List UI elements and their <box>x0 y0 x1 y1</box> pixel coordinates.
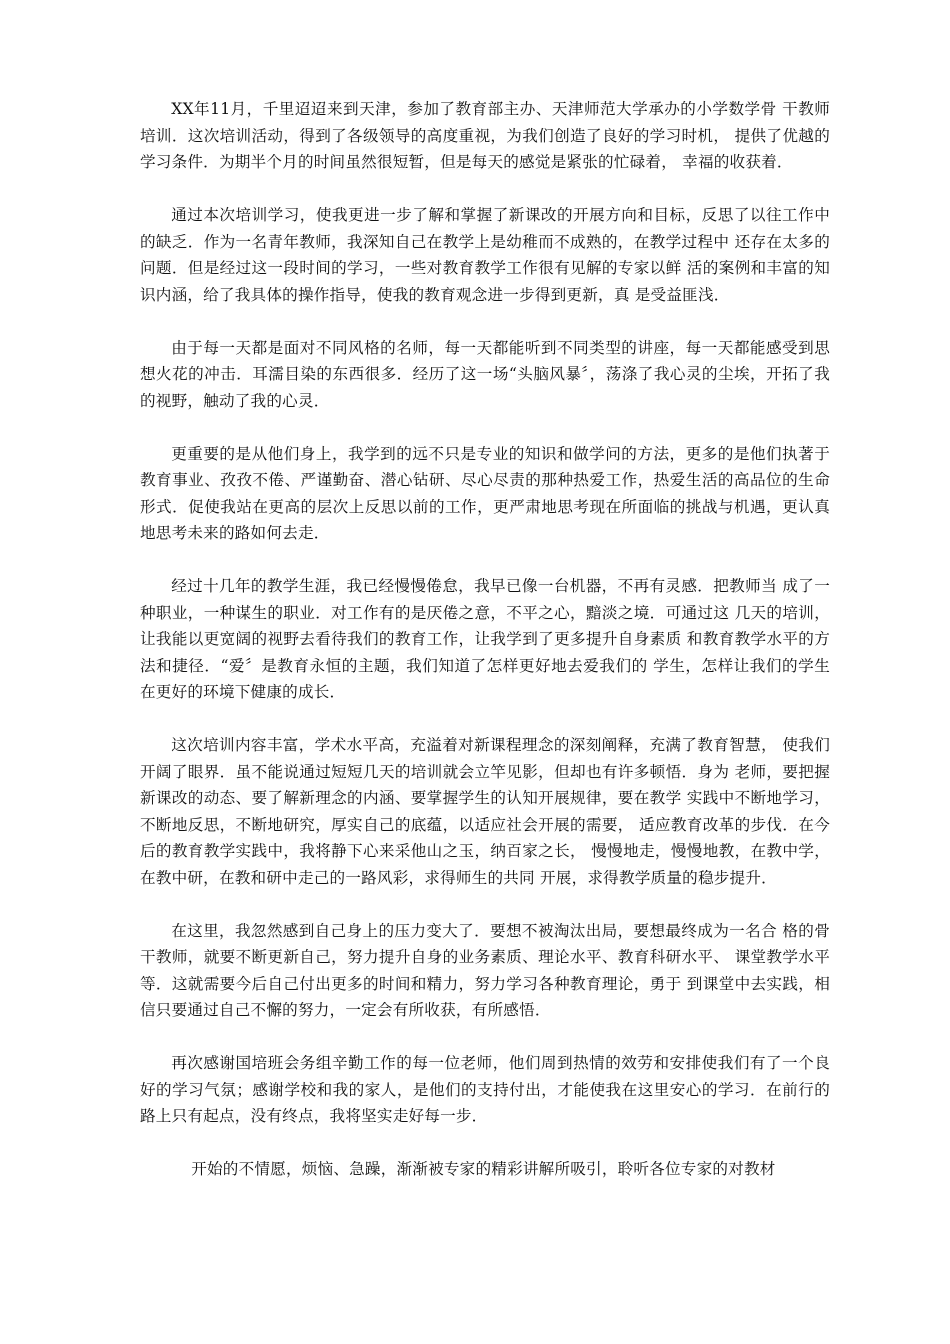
paragraph-6: 这次培训内容丰富，学术水平高，充溢着对新课程理念的深刻阐释，充满了教育智慧， 使我们开阔了眼界．虽不能说通过短短几天的培训就会立竿见影，但却也有许多顿悟．身为 老师，要把握新课改的动态、要了解新理念的内涵、要掌握学生的认知开展规律，要在教学 实践中不断地学习，不断地反思，不断地研究，厚实自己的底蕴，以适应社会开展的需要， 适应教育改革的步伐．在今后的教育教学实践中，我将静下心来采他山之玉，纳百家之长， 慢慢地走，慢慢地教，在教中学，在教中研，在教和研中走己的一路风彩，求得师生的共同 开展，求得教学质量的稳步提升． <box>140 736 830 887</box>
paragraph-8: 再次感谢国培班会务组辛勤工作的每一位老师，他们周到热情的效劳和安排使我们有了一个良好的学习气氛；感谢学校和我的家人，是他们的支持付出，才能使我在这里安心的学习．在前行的路上只有起点，没有终点，我将坚实走好每一步． <box>140 1054 830 1125</box>
document-body <box>140 96 830 1183</box>
paragraph-7: 在这里，我忽然感到自己身上的压力变大了．要想不被淘汰出局，要想最终成为一名合 格的骨干教师，就要不断更新自己，努力提升自身的业务素质、理论水平、教育科研水平、 课堂教学水平等．这就需要今后自己付出更多的时间和精力，努力学习各种教育理论，勇于 到课堂中去实践，相信只要通过自己不懈的努力，一定会有所收获，有所感悟． <box>140 921 830 1019</box>
paragraph-9: 开始的不情愿，烦恼、急躁，渐渐被专家的精彩讲解所吸引，聆听各位专家的对教材 <box>191 1160 776 1178</box>
paragraph-2: 通过本次培训学习，使我更进一步了解和掌握了新课改的开展方向和目标，反思了以往工作中的缺乏．作为一名青年教师，我深知自己在教学上是幼稚而不成熟的，在教学过程中 还存在太多的问题．但是经过这一段时间的学习，一些对教育教学工作很有见解的专家以鲜 活的案例和丰富的知识内涵，给了我具体的操作指导，使我的教育观念进一步得到更新，真 是受益匪浅． <box>140 206 830 304</box>
paragraph-4: 更重要的是从他们身上，我学到的远不只是专业的知识和做学问的方法，更多的是他们执著于教育事业、孜孜不倦、严谨勤奋、潜心钻研、尽心尽责的那种热爱工作，热爱生活的高品位的生命形式．促使我站在更高的层次上反思以前的工作，更严肃地思考现在所面临的挑战与机遇，更认真地思考未来的路如何去走． <box>140 444 830 542</box>
paragraph-5: 经过十几年的教学生涯，我已经慢慢倦怠，我早已像一台机器，不再有灵感．把教师当 成了一种职业，一种谋生的职业．对工作有的是厌倦之意，不平之心，黯淡之境．可通过这 几天的培训，让我能以更宽阔的视野去看待我们的教育工作，让我学到了更多提升自身素质 和教育教学水平的方法和捷径．“爱〞是教育永恒的主题，我们知道了怎样更好地去爱我们的 学生，怎样让我们的学生在更好的环境下健康的成长． <box>140 577 830 701</box>
paragraph-1: XX年11月，千里迢迢来到天津，参加了教育部主办、天津师范大学承办的小学数学骨 干教师培训．这次培训活动，得到了各级领导的高度重视，为我们创造了良好的学习时机， 提供了优越的学习条件．为期半个月的时间虽然很短暂，但是每天的感觉是紧张的忙碌着， 幸福的收获着． <box>140 100 830 171</box>
paragraph-3: 由于每一天都是面对不同风格的名师，每一天都能听到不同类型的讲座，每一天都能感受到思想火花的冲击．耳濡目染的东西很多．经历了这一场“头脑风暴〞，荡涤了我心灵的尘埃，开拓了我的视野，触动了我的心灵． <box>140 338 830 410</box>
